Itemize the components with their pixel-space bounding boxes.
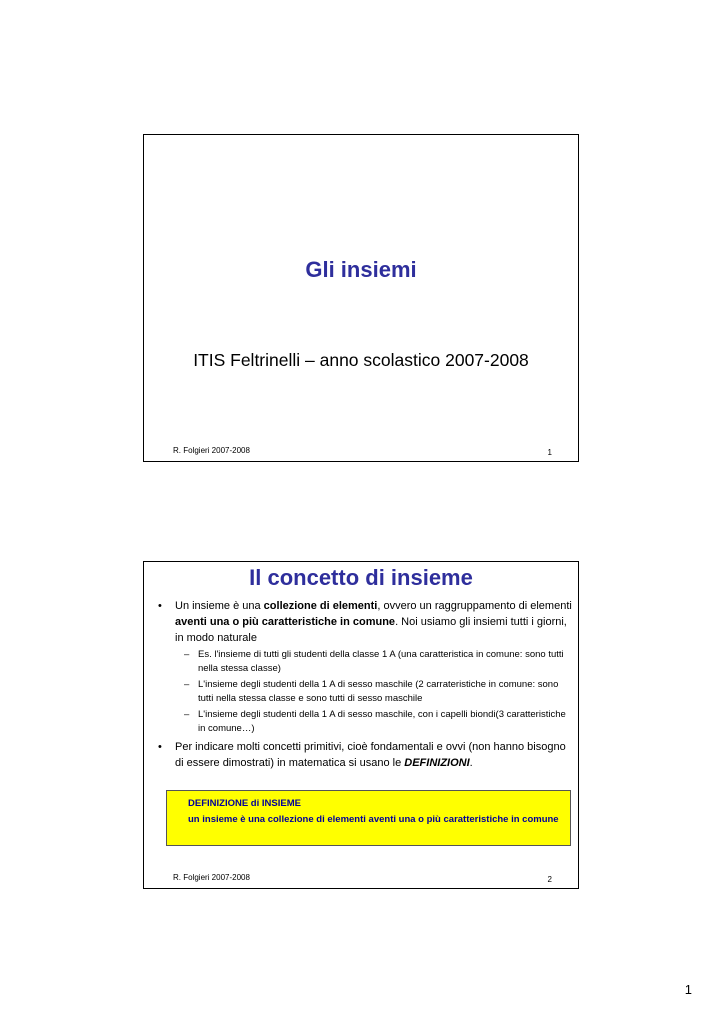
sub-item [168, 678, 573, 706]
slide-title: Gli insiemi [305, 257, 417, 282]
slide-subtitle: ITIS Feltrinelli – anno scolastico 2007-2008 [193, 350, 529, 370]
sub-item-text: L'insieme degli studenti della 1 A di sesso maschile, con i capelli biondi(3 caratteristiche in comune…) [198, 709, 566, 734]
slide-body [155, 598, 573, 771]
sub-item-text: Es. l'insieme di tutti gli studenti della classe 1 A (una caratteristica in comune: sono tutti nella stessa classe) [198, 649, 564, 674]
bullet-bold-text: collezione di elementi [263, 600, 378, 612]
slide-footer-author: R. Folgieri 2007-2008 [173, 873, 250, 882]
definition-box [166, 790, 571, 846]
sub-item [168, 708, 573, 736]
bullet-marker: • [158, 600, 162, 612]
sub-marker: – [184, 649, 190, 660]
slide-page-number: 2 [547, 875, 552, 884]
bullet-item [155, 739, 573, 771]
bullet-bold-text: aventi una o più caratteristiche in comune [175, 616, 396, 628]
definition-text: un insieme è una collezione di elementi aventi una o più caratteristiche in comune [188, 814, 559, 825]
bullet-marker: • [158, 741, 162, 753]
slide-2 [143, 561, 579, 889]
slide-title: Il concetto di insieme [249, 565, 473, 590]
bullet-text: Un insieme è una [175, 600, 264, 612]
slide-page-number: 1 [547, 448, 552, 457]
document-page-number: 1 [684, 982, 692, 997]
sub-item-text: L'insieme degli studenti della 1 A di sesso maschile (2 carrateristiche in comune: sono tutti nella stessa classe e sono tutti di sesso maschile [198, 679, 559, 704]
bullet-item [155, 598, 573, 646]
slide-footer-author: R. Folgieri 2007-2008 [173, 446, 250, 455]
sub-item [168, 648, 573, 676]
bullet-text: . Noi usiamo gli insiemi tutti i giorni, in modo naturale [175, 616, 567, 644]
sub-marker: – [184, 679, 190, 690]
bullet-emphasis-text: DEFINIZIONI [404, 757, 470, 769]
slide-1 [143, 134, 579, 462]
sub-list [155, 648, 573, 736]
bullet-text: , ovvero un raggruppamento di elementi [377, 600, 572, 612]
sub-marker: – [184, 709, 190, 720]
bullet-text: . [469, 757, 473, 769]
definition-heading: DEFINIZIONE di INSIEME [188, 798, 301, 809]
bullet-text: Per indicare molti concetti primitivi, cioè fondamentali e ovvi (non hanno bisogno di essere dimostrati) in matematica si usano le [175, 741, 566, 769]
